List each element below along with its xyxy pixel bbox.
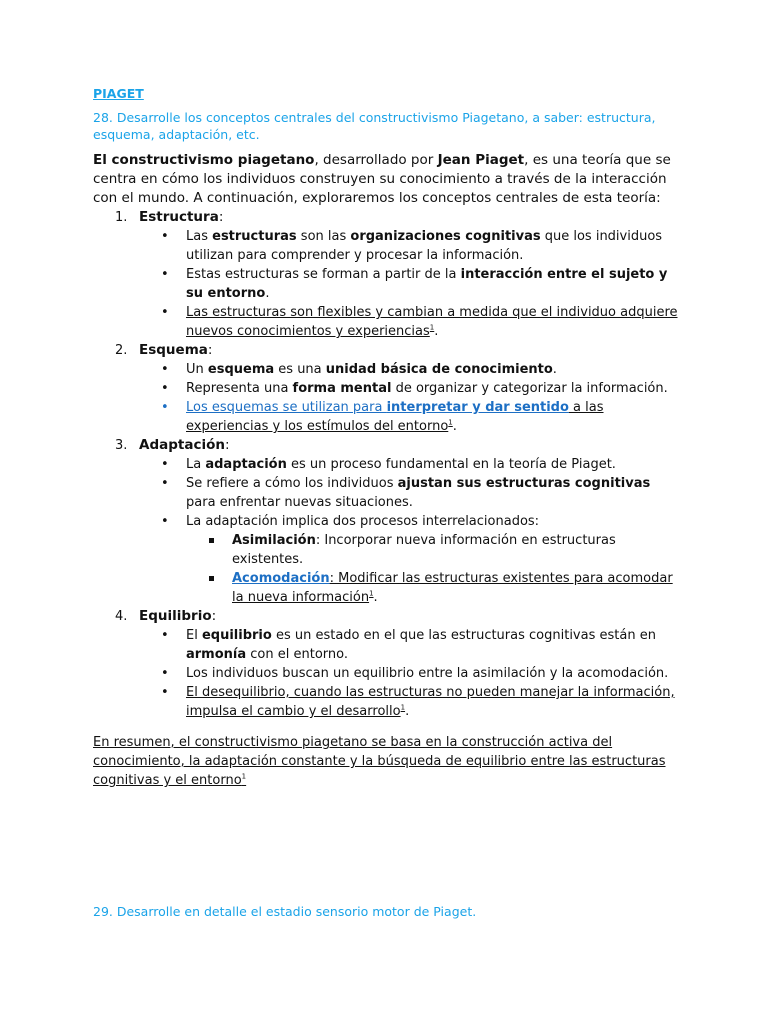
bullet-icon: • [161, 666, 169, 681]
intro-text-2: , es una teoría que se centra en cómo los individuos construyen su conocimiento a través de la interacción con el mundo. A continuación, exploraremos los conceptos centrales de esta teoría: [93, 152, 671, 206]
intro-paragraph [93, 151, 678, 208]
sub-bullet-list [186, 531, 678, 607]
sub-list-item[interactable]: Acomodación: Modificar las estructuras existentes para acomodar la nueva información$^1$. [93, 569, 678, 607]
section-esquema: 2. Esquema: • Un esquema es una unidad básica de conocimiento. • Representa una forma mental de organizar y categorizar la información. • Los esquemas se utilizan para interpretar y dar sentido a las experiencias y los estímulos del entorno$^1$. [93, 341, 678, 436]
bullet-icon: • [161, 476, 169, 491]
section-number: 4. [115, 609, 128, 624]
section-number: 2. [115, 343, 128, 358]
list-item: • Un esquema es una unidad básica de conocimiento. [161, 362, 557, 377]
section-title: Esquema [139, 342, 208, 358]
piaget-heading-link[interactable]: PIAGET [93, 86, 144, 101]
list-item: • La adaptación es un proceso fundamental en la teoría de Piaget. [161, 457, 616, 472]
section-number: 3. [115, 438, 128, 453]
bullet-icon: • [161, 400, 169, 415]
section-number: 1. [115, 210, 128, 225]
list-item: • Los individuos buscan un equilibrio entre la asimilación y la acomodación. [161, 666, 669, 681]
summary-paragraph: En resumen, el constructivismo piagetano se basa en la construcción activa del conocimiento, la adaptación constante y la búsqueda de equilibrio entre las estructuras cognitivas y el entorno$^1$ [93, 735, 666, 788]
bullet-icon: • [161, 381, 169, 396]
bullet-icon: • [161, 685, 169, 700]
list-item: • Representa una forma mental de organizar y categorizar la información. [161, 381, 668, 396]
bullet-icon: • [161, 305, 169, 320]
list-item: • Las estructuras son las organizaciones cognitivas que los individuos utilizan para comprender y procesar la información. [161, 229, 663, 263]
bullet-icon: • [161, 628, 169, 643]
bullet-list [93, 455, 678, 607]
bullet-icon: • [161, 514, 169, 529]
section-title: Adaptación [139, 437, 225, 453]
list-item: • El equilibrio es un estado en el que las estructuras cognitivas están en armonía con el entorno. [161, 628, 656, 662]
square-bullet-icon [209, 576, 214, 581]
bullet-icon: • [161, 229, 169, 244]
intro-bold-2: Jean Piaget [437, 152, 525, 168]
intro-text-1: , desarrollado por [314, 152, 438, 168]
footnote-ref[interactable]: 1 [429, 323, 435, 332]
list-item: • Las estructuras son flexibles y cambian a medida que el individuo adquiere nuevos conocimientos y experiencias$^1$. [161, 305, 678, 339]
square-bullet-icon [209, 538, 214, 543]
list-item: • Se refiere a cómo los individuos ajustan sus estructuras cognitivas para enfrentar nuevas situaciones. [161, 476, 651, 510]
bullet-list [93, 227, 678, 341]
bullet-list [93, 360, 678, 436]
bullet-icon: • [161, 457, 169, 472]
question-29: 29. Desarrolle en detalle el estadio sensorio motor de Piaget. [93, 904, 477, 919]
bullet-icon: • [161, 267, 169, 282]
section-estructura: 1. Estructura: • Las estructuras son las organizaciones cognitivas que los individuos utilizan para comprender y procesar la información. • Estas estructuras se forman a partir de la interacción entre el sujeto y su entorno. • Las estructuras son flexibles y cambian a medida que el individuo adquiere nuevos conocimientos y experiencias$^1$. [93, 208, 678, 341]
list-item: • El desequilibrio, cuando las estructuras no pueden manejar la información, impulsa el cambio y el desarrollo$^1$. [161, 685, 675, 719]
footnote-ref[interactable]: 1 [241, 772, 247, 781]
bullet-icon: • [161, 362, 169, 377]
acomodacion-link[interactable]: Acomodación [232, 571, 330, 586]
list-item: • Estas estructuras se forman a partir de la interacción entre el sujeto y su entorno. [161, 267, 668, 301]
list-item-link[interactable]: • Los esquemas se utilizan para interpretar y dar sentido a las experiencias y los estímulos del entorno$^1$. [161, 400, 604, 434]
intro-bold-1: El constructivismo piagetano [93, 152, 315, 168]
section-adaptacion: 3. Adaptación: • La adaptación es un proceso fundamental en la teoría de Piaget. • Se refiere a cómo los individuos ajustan sus estructuras cognitivas para enfrentar nuevas situaciones. • La adaptación implica dos procesos interrelacionados: Asimilación: Incorporar nueva información en estructuras existentes. Acomodación: Modificar las estructuras existentes para acomodar la nueva información$^1$. [93, 436, 678, 607]
question-28: 28. Desarrolle los conceptos centrales del constructivismo Piagetano, a saber: estructura, esquema, adaptación, etc. [93, 110, 656, 142]
section-title: Equilibrio [139, 608, 212, 624]
footnote-ref[interactable]: 1 [448, 418, 453, 427]
concepts-list [93, 208, 678, 721]
document-page [93, 86, 678, 790]
list-item: • La adaptación implica dos procesos interrelacionados: Asimilación: Incorporar nueva información en estructuras existentes. Acomodación: Modificar las estructuras existentes para acomodar la nueva información$^1$. [93, 512, 678, 607]
footnote-ref[interactable]: 1 [369, 589, 374, 598]
bullet-list [93, 626, 678, 721]
section-title: Estructura [139, 209, 219, 225]
sub-list-item: Asimilación: Incorporar nueva información en estructuras existentes. [93, 531, 678, 569]
footnote-ref[interactable]: 1 [400, 703, 406, 712]
section-equilibrio: 4. Equilibrio: • El equilibrio es un estado en el que las estructuras cognitivas están en armonía con el entorno. • Los individuos buscan un equilibrio entre la asimilación y la acomodación. • El desequilibrio, cuando las estructuras no pueden manejar la información, impulsa el cambio y el desarrollo$^1$. [93, 607, 678, 721]
